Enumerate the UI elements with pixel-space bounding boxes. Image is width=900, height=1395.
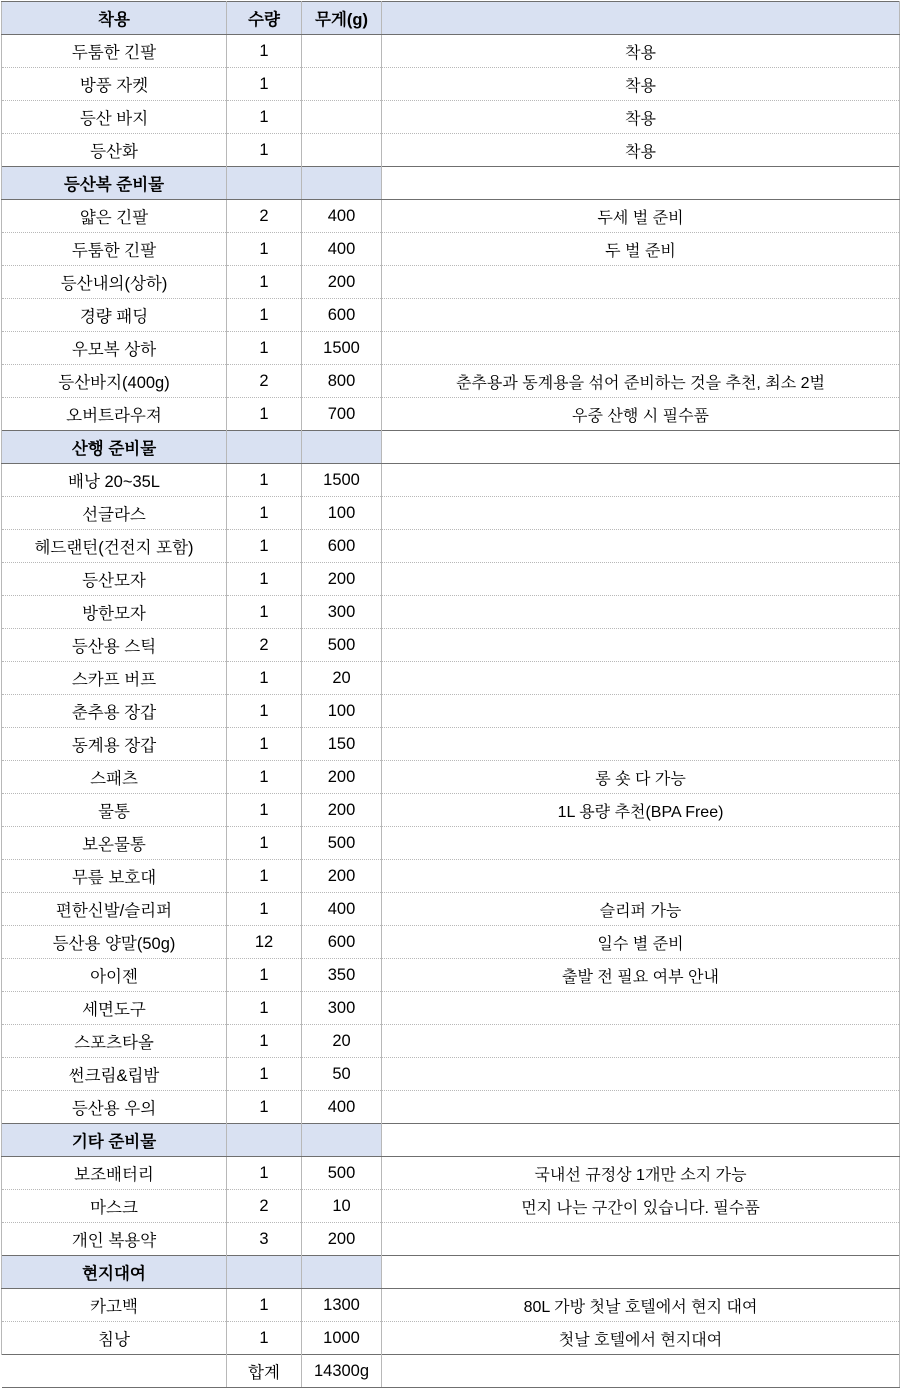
table-row [2,1157,900,1190]
note-cell [382,629,900,662]
note-cell: 첫날 호텔에서 현지대여 [382,1322,900,1355]
item-cell: 스포츠타올 [2,1025,227,1058]
weight-cell: 20 [302,662,382,695]
note-cell [382,1256,900,1289]
quantity-cell: 1 [227,233,302,266]
quantity-cell: 1 [227,695,302,728]
table-body [2,2,900,1388]
item-cell: 개인 복용약 [2,1223,227,1256]
quantity-cell [227,1256,302,1289]
item-cell: 방풍 자켓 [2,68,227,101]
note-cell: 1L 용량 추천(BPA Free) [382,794,900,827]
item-cell: 등산화 [2,134,227,167]
quantity-cell [227,167,302,200]
table-row [2,1025,900,1058]
section-row [2,1124,900,1157]
item-cell: 두툼한 긴팔 [2,35,227,68]
weight-cell: 500 [302,827,382,860]
section-row [2,431,900,464]
table-row [2,1322,900,1355]
weight-cell [302,431,382,464]
item-cell: 마스크 [2,1190,227,1223]
total-row [2,1355,900,1388]
item-cell: 등산모자 [2,563,227,596]
table-row [2,101,900,134]
note-cell: 춘추용과 동계용을 섞어 준비하는 것을 추천, 최소 2벌 [382,365,900,398]
weight-cell: 500 [302,1157,382,1190]
note-cell: 롱 숏 다 가능 [382,761,900,794]
table-row [2,794,900,827]
note-cell [382,431,900,464]
note-cell: 출발 전 필요 여부 안내 [382,959,900,992]
weight-cell [302,134,382,167]
note-cell: 먼지 나는 구간이 있습니다. 필수품 [382,1190,900,1223]
table-row [2,35,900,68]
weight-cell: 600 [302,926,382,959]
weight-cell [302,101,382,134]
table-row [2,365,900,398]
quantity-cell: 3 [227,1223,302,1256]
weight-cell [302,1256,382,1289]
quantity-cell: 1 [227,35,302,68]
item-cell: 편한신발/슬리퍼 [2,893,227,926]
weight-cell: 600 [302,299,382,332]
note-cell: 착용 [382,134,900,167]
table-row [2,233,900,266]
quantity-cell: 2 [227,1190,302,1223]
note-cell [382,1223,900,1256]
item-cell: 카고백 [2,1289,227,1322]
note-cell [382,695,900,728]
quantity-cell [227,431,302,464]
item-cell [2,1355,227,1388]
quantity-cell: 1 [227,761,302,794]
quantity-cell [227,1124,302,1157]
weight-cell: 50 [302,1058,382,1091]
weight-cell: 200 [302,794,382,827]
quantity-cell: 1 [227,530,302,563]
weight-cell: 600 [302,530,382,563]
weight-cell: 10 [302,1190,382,1223]
quantity-cell: 1 [227,398,302,431]
table-row [2,266,900,299]
item-cell: 선글라스 [2,497,227,530]
table-row [2,596,900,629]
weight-cell: 100 [302,497,382,530]
table-row [2,959,900,992]
item-cell: 동계용 장갑 [2,728,227,761]
table-row [2,134,900,167]
note-cell [382,662,900,695]
weight-cell: 200 [302,266,382,299]
section-row [2,1256,900,1289]
note-cell [382,464,900,497]
packing-list-table [1,1,900,1388]
weight-cell: 200 [302,761,382,794]
item-cell: 썬크림&립밤 [2,1058,227,1091]
note-cell [382,497,900,530]
quantity-cell: 1 [227,1289,302,1322]
item-cell: 등산복 준비물 [2,167,227,200]
note-cell [382,332,900,365]
item-cell: 세면도구 [2,992,227,1025]
item-cell: 기타 준비물 [2,1124,227,1157]
quantity-cell: 1 [227,662,302,695]
column-header-0: 착용 [2,2,227,35]
note-cell [382,530,900,563]
note-cell: 착용 [382,101,900,134]
item-cell: 침낭 [2,1322,227,1355]
quantity-cell: 1 [227,827,302,860]
table-row [2,497,900,530]
quantity-cell: 1 [227,794,302,827]
quantity-cell: 1 [227,1322,302,1355]
note-cell: 두 벌 준비 [382,233,900,266]
quantity-cell: 1 [227,497,302,530]
quantity-cell: 1 [227,299,302,332]
item-cell: 현지대여 [2,1256,227,1289]
table-row [2,893,900,926]
quantity-cell: 1 [227,1091,302,1124]
note-cell [382,167,900,200]
table-row [2,1223,900,1256]
table-row [2,1190,900,1223]
table-row [2,200,900,233]
weight-cell: 200 [302,563,382,596]
note-cell [382,992,900,1025]
quantity-cell: 1 [227,893,302,926]
note-cell: 슬리퍼 가능 [382,893,900,926]
item-cell: 보온물통 [2,827,227,860]
note-cell [382,1025,900,1058]
quantity-cell: 2 [227,365,302,398]
item-cell: 무릎 보호대 [2,860,227,893]
weight-cell: 400 [302,233,382,266]
weight-cell [302,1124,382,1157]
weight-cell: 400 [302,1091,382,1124]
note-cell [382,860,900,893]
table-row [2,563,900,596]
note-cell [382,827,900,860]
weight-cell: 1300 [302,1289,382,1322]
note-cell [382,596,900,629]
quantity-cell: 1 [227,563,302,596]
note-cell [382,1091,900,1124]
weight-cell: 300 [302,596,382,629]
item-cell: 스카프 버프 [2,662,227,695]
note-cell [382,1058,900,1091]
item-cell: 스패츠 [2,761,227,794]
weight-cell: 800 [302,365,382,398]
quantity-cell: 2 [227,200,302,233]
weight-cell: 500 [302,629,382,662]
weight-cell: 1000 [302,1322,382,1355]
quantity-cell: 합계 [227,1355,302,1388]
weight-cell [302,68,382,101]
weight-cell: 700 [302,398,382,431]
item-cell: 춘추용 장갑 [2,695,227,728]
weight-cell: 300 [302,992,382,1025]
table-header-row [2,2,900,35]
item-cell: 아이젠 [2,959,227,992]
spreadsheet-sheet [0,1,900,1395]
table-row [2,860,900,893]
column-header-2: 무게(g) [302,2,382,35]
item-cell: 우모복 상하 [2,332,227,365]
weight-cell: 1500 [302,464,382,497]
note-cell: 두세 벌 준비 [382,200,900,233]
table-row [2,299,900,332]
item-cell: 등산내의(상하) [2,266,227,299]
table-row [2,1091,900,1124]
item-cell: 두툼한 긴팔 [2,233,227,266]
quantity-cell: 1 [227,464,302,497]
item-cell: 산행 준비물 [2,431,227,464]
quantity-cell: 1 [227,596,302,629]
column-header-1: 수량 [227,2,302,35]
table-row [2,992,900,1025]
quantity-cell: 1 [227,992,302,1025]
note-cell [382,266,900,299]
item-cell: 방한모자 [2,596,227,629]
note-cell: 착용 [382,35,900,68]
column-header-3 [382,2,900,35]
note-cell: 착용 [382,68,900,101]
note-cell [382,1124,900,1157]
table-row [2,332,900,365]
quantity-cell: 1 [227,332,302,365]
table-row [2,926,900,959]
note-cell: 국내선 규정상 1개만 소지 가능 [382,1157,900,1190]
table-row [2,464,900,497]
item-cell: 헤드랜턴(건전지 포함) [2,530,227,563]
item-cell: 오버트라우져 [2,398,227,431]
quantity-cell: 12 [227,926,302,959]
quantity-cell: 1 [227,134,302,167]
quantity-cell: 1 [227,860,302,893]
weight-cell: 200 [302,860,382,893]
table-row [2,1058,900,1091]
note-cell: 우중 산행 시 필수품 [382,398,900,431]
table-row [2,629,900,662]
note-cell [382,1355,900,1388]
weight-cell: 14300g [302,1355,382,1388]
weight-cell: 20 [302,1025,382,1058]
weight-cell: 350 [302,959,382,992]
weight-cell: 1500 [302,332,382,365]
weight-cell: 400 [302,893,382,926]
item-cell: 등산용 스틱 [2,629,227,662]
note-cell [382,728,900,761]
item-cell: 등산용 우의 [2,1091,227,1124]
table-row [2,1289,900,1322]
table-row [2,728,900,761]
table-row [2,695,900,728]
quantity-cell: 2 [227,629,302,662]
note-cell [382,563,900,596]
table-row [2,827,900,860]
quantity-cell: 1 [227,1157,302,1190]
item-cell: 보조배터리 [2,1157,227,1190]
weight-cell [302,35,382,68]
section-row [2,167,900,200]
note-cell: 일수 별 준비 [382,926,900,959]
quantity-cell: 1 [227,101,302,134]
weight-cell: 200 [302,1223,382,1256]
item-cell: 얇은 긴팔 [2,200,227,233]
item-cell: 배낭 20~35L [2,464,227,497]
weight-cell: 150 [302,728,382,761]
quantity-cell: 1 [227,728,302,761]
note-cell: 80L 가방 첫날 호텔에서 현지 대여 [382,1289,900,1322]
quantity-cell: 1 [227,1058,302,1091]
quantity-cell: 1 [227,266,302,299]
item-cell: 경량 패딩 [2,299,227,332]
item-cell: 등산용 양말(50g) [2,926,227,959]
item-cell: 물통 [2,794,227,827]
table-row [2,662,900,695]
weight-cell: 400 [302,200,382,233]
table-row [2,761,900,794]
quantity-cell: 1 [227,68,302,101]
item-cell: 등산바지(400g) [2,365,227,398]
item-cell: 등산 바지 [2,101,227,134]
weight-cell [302,167,382,200]
quantity-cell: 1 [227,1025,302,1058]
weight-cell: 100 [302,695,382,728]
table-row [2,398,900,431]
table-row [2,68,900,101]
quantity-cell: 1 [227,959,302,992]
table-row [2,530,900,563]
note-cell [382,299,900,332]
